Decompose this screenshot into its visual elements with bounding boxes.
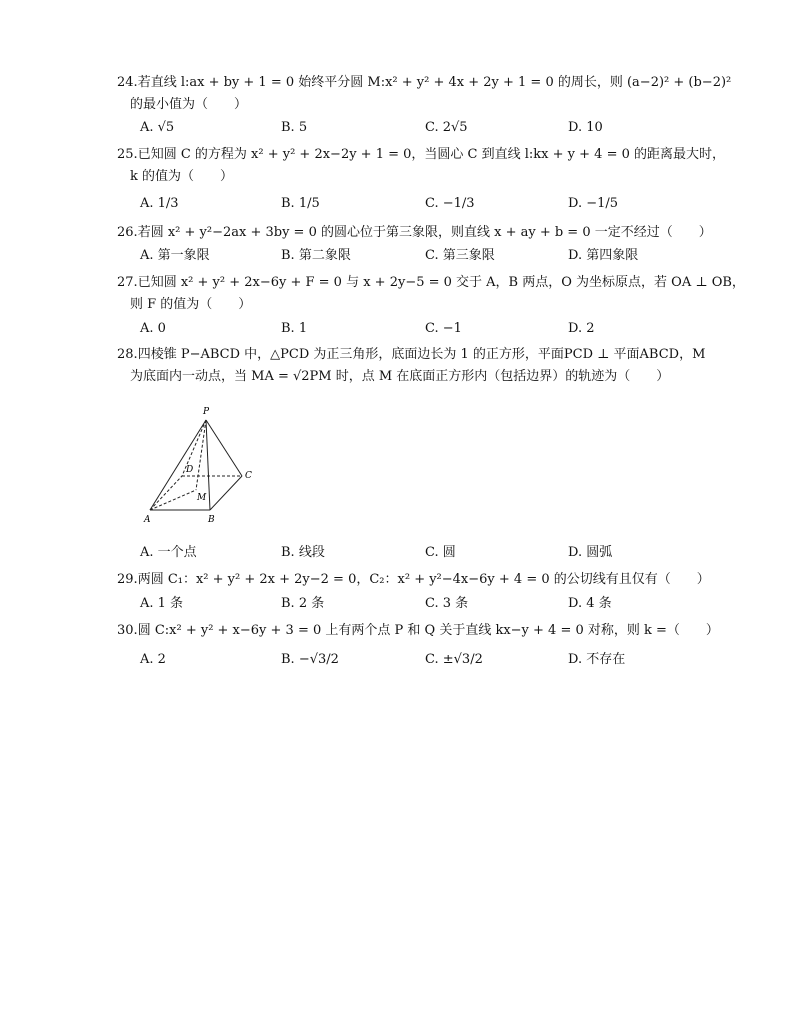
question-25	[117, 144, 725, 188]
question-number: 28.	[117, 347, 138, 362]
question-24	[117, 72, 732, 116]
option-a: A. 2	[140, 652, 166, 667]
options-25	[140, 193, 720, 215]
question-number: 26.	[117, 225, 138, 240]
question-stem-line: 若圆 x² + y²−2ax + 3by = 0 的圆心位于第三象限，则直线 x + ay + b = 0 一定不经过（ ）	[137, 225, 712, 240]
label-m: M	[197, 493, 207, 503]
option-d: D. 4 条	[568, 596, 612, 611]
options-30	[140, 649, 720, 671]
question-number: 27.	[117, 275, 138, 290]
option-b: B. 第二象限	[281, 248, 351, 263]
pyramid-figure	[140, 400, 260, 530]
options-28	[140, 542, 720, 564]
options-29	[140, 593, 720, 615]
option-b: B. 5	[281, 120, 308, 135]
question-number: 25.	[117, 147, 138, 162]
option-d: D. 不存在	[568, 652, 626, 667]
question-30	[117, 620, 717, 642]
option-b: B. 线段	[281, 545, 325, 560]
option-d: D. 第四象限	[568, 248, 639, 263]
option-a: A. 1 条	[140, 596, 184, 611]
question-stem-line: 若直线 l:ax + by + 1 = 0 始终平分圆 M:x² + y² + 4x + 2y + 1 = 0 的周长，则 (a−2)² + (b−2)²	[137, 75, 732, 90]
question-stem-line: 两圆 C₁：x² + y² + 2x + 2y−2 = 0，C₂：x² + y²−4x−6y + 4 = 0 的公切线有且仅有（ ）	[137, 572, 710, 587]
question-stem-line: 的最小值为（ ）	[130, 97, 248, 112]
option-c: C. −1	[425, 321, 462, 336]
option-a: A. 一个点	[140, 545, 197, 560]
label-a: A	[144, 515, 151, 525]
question-29	[117, 569, 717, 591]
label-d: D	[186, 465, 194, 475]
option-a: A. 0	[140, 321, 166, 336]
option-b: B. 1	[281, 321, 308, 336]
pyramid-diagram	[140, 400, 260, 530]
option-d: D. −1/5	[568, 196, 619, 211]
question-stem-line: 圆 C:x² + y² + x−6y + 3 = 0 上有两个点 P 和 Q 关于直线 kx−y + 4 = 0 对称，则 k =（ ）	[137, 623, 719, 638]
question-number: 24.	[117, 75, 138, 90]
option-d: D. 2	[568, 321, 595, 336]
question-stem-line: 已知圆 C 的方程为 x² + y² + 2x−2y + 1 = 0，当圆心 C 到直线 l:kx + y + 4 = 0 的距离最大时，	[137, 147, 725, 162]
edge-pb	[206, 420, 210, 510]
options-24	[140, 117, 720, 139]
option-c: C. 第三象限	[425, 248, 495, 263]
label-b: B	[208, 515, 215, 525]
option-a: A. 1/3	[140, 196, 179, 211]
option-b: B. 1/5	[281, 196, 320, 211]
option-c: C. 2√5	[425, 120, 468, 135]
option-b: B. −√3/2	[281, 652, 339, 667]
question-number: 29.	[117, 572, 138, 587]
option-b: B. 2 条	[281, 596, 325, 611]
option-d: D. 10	[568, 120, 603, 135]
options-26	[140, 245, 720, 267]
edge-bc	[210, 476, 242, 510]
option-a: A. √5	[140, 120, 175, 135]
question-28	[117, 344, 717, 388]
question-27	[117, 272, 745, 316]
segment-am	[150, 490, 196, 510]
label-p: P	[203, 407, 210, 417]
label-c: C	[245, 471, 252, 481]
question-stem-line: 已知圆 x² + y² + 2x−6y + F = 0 与 x + 2y−5 = 0 交于 A，B 两点，O 为坐标原点，若 OA ⊥ OB，	[137, 275, 745, 290]
question-number: 30.	[117, 623, 138, 638]
edge-ad	[150, 476, 182, 510]
option-d: D. 圆弧	[568, 545, 613, 560]
option-c: C. 圆	[425, 545, 456, 560]
option-a: A. 第一象限	[140, 248, 210, 263]
question-stem-line: 为底面内一动点，当 MA = √2PM 时，点 M 在底面正方形内（包括边界）的轨迹为（ ）	[130, 369, 670, 384]
options-27	[140, 318, 720, 340]
option-c: C. −1/3	[425, 196, 475, 211]
question-stem-line: 四棱锥 P−ABCD 中，△PCD 为正三角形，底面边长为 1 的正方形，平面PCD ⊥ 平面ABCD，M	[137, 347, 706, 362]
edge-pc	[206, 420, 242, 476]
option-c: C. ±√3/2	[425, 652, 483, 667]
question-stem-line: 则 F 的值为（ ）	[130, 297, 252, 312]
option-c: C. 3 条	[425, 596, 469, 611]
question-stem-line: k 的值为（ ）	[130, 169, 234, 184]
question-26	[117, 222, 717, 244]
